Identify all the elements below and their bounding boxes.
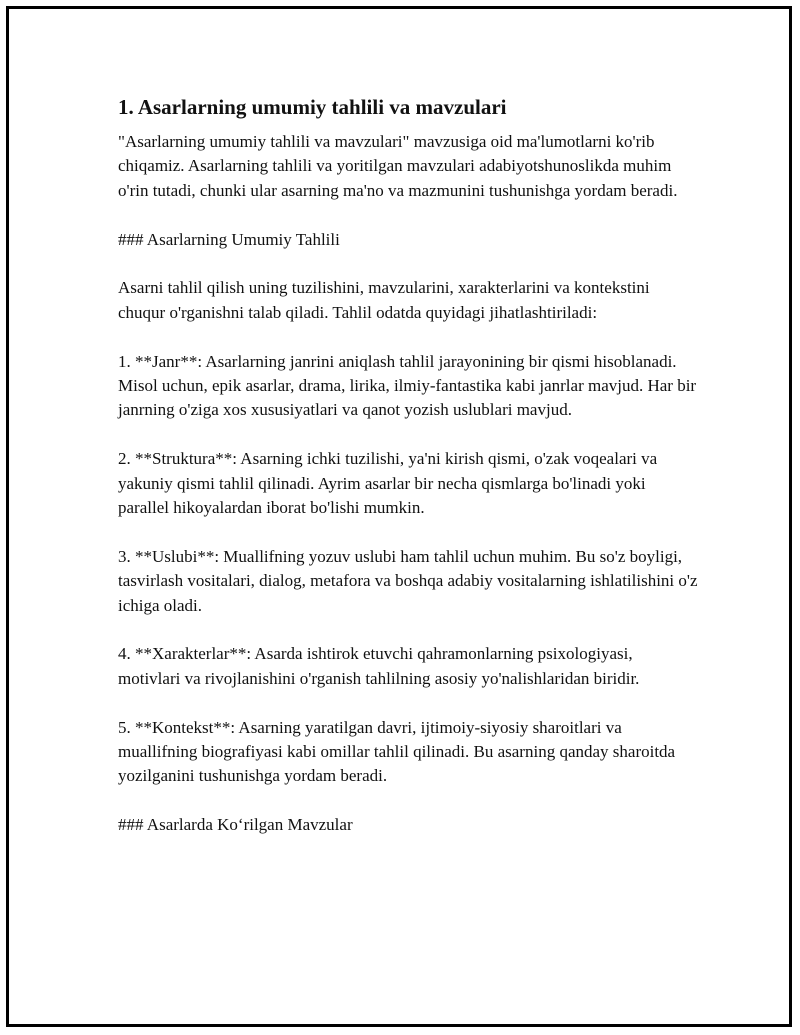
list-item-janr: 1. **Janr**: Asarlarning janrini aniqlash tahlil jarayonining bir qismi hisoblanadi. Misol uchun, epik asarlar, drama, lirika, ilmiy-fantastika kabi janrlar mavjud. Har bir janrning o'ziga xos xususiyatlari va qanot yozish uslublari mavjud. [118, 351, 697, 420]
list-item-uslubi: 3. **Uslubi**: Muallifning yozuv uslubi ham tahlil uchun muhim. Bu so'z boyligi, tasvirlash vositalari, dialog, metafora va boshqa adabiy vositalarning ishlatilishini o'z ichiga oladi. [118, 546, 698, 615]
section-heading-mavzular: ### Asarlarda Ko‘rilgan Mavzular [118, 815, 353, 835]
list-item-xarakterlar: 4. **Xarakterlar**: Asarda ishtirok etuvchi qahramonlarning psixologiyasi, motivlari va rivojlanishini o'rganish tahlilning asosiy yo'nalishlaridan biridir. [118, 644, 640, 688]
intro-paragraph: "Asarlarning umumiy tahlili va mavzulari" mavzusiga oid ma'lumotlarni ko'rib chiqamiz. Asarlarning tahlili va yoritilgan mavzulari adabiyotshunoslikda muhim o'rin tutadi, chunki ular asarning ma'no va mazmunini tushunishga yordam beradi. [118, 132, 678, 200]
document-title: 1. Asarlarning umumiy tahlili va mavzulari [118, 95, 507, 119]
list-item-struktura: 2. **Struktura**: Asarning ichki tuzilishi, ya'ni kirish qismi, o'zak voqealari va yakuniy qismi tahlil qilinadi. Ayrim asarlar bir necha qismlarga bo'linadi yoki parallel hikoyalardan iborat bo'lishi mumkin. [118, 449, 658, 518]
section-heading-umumiy-tahlil: ### Asarlarning Umumiy Tahlili [118, 229, 340, 249]
list-item-kontekst: 5. **Kontekst**: Asarning yaratilgan davri, ijtimoiy-siyosiy sharoitlari va muallifning biografiyasi kabi omillar tahlil qilinadi. Bu asarning qanday sharoitda yozilganini tushunishga yordam beradi. [118, 717, 676, 786]
page-content [118, 94, 698, 862]
section-intro-paragraph: Asarni tahlil qilish uning tuzilishini, mavzularini, xarakterlarini va kontekstini chuqur o'rganishni talab qiladi. Tahlil odatda quyidagi jihatlashtiriladi: [118, 278, 650, 322]
